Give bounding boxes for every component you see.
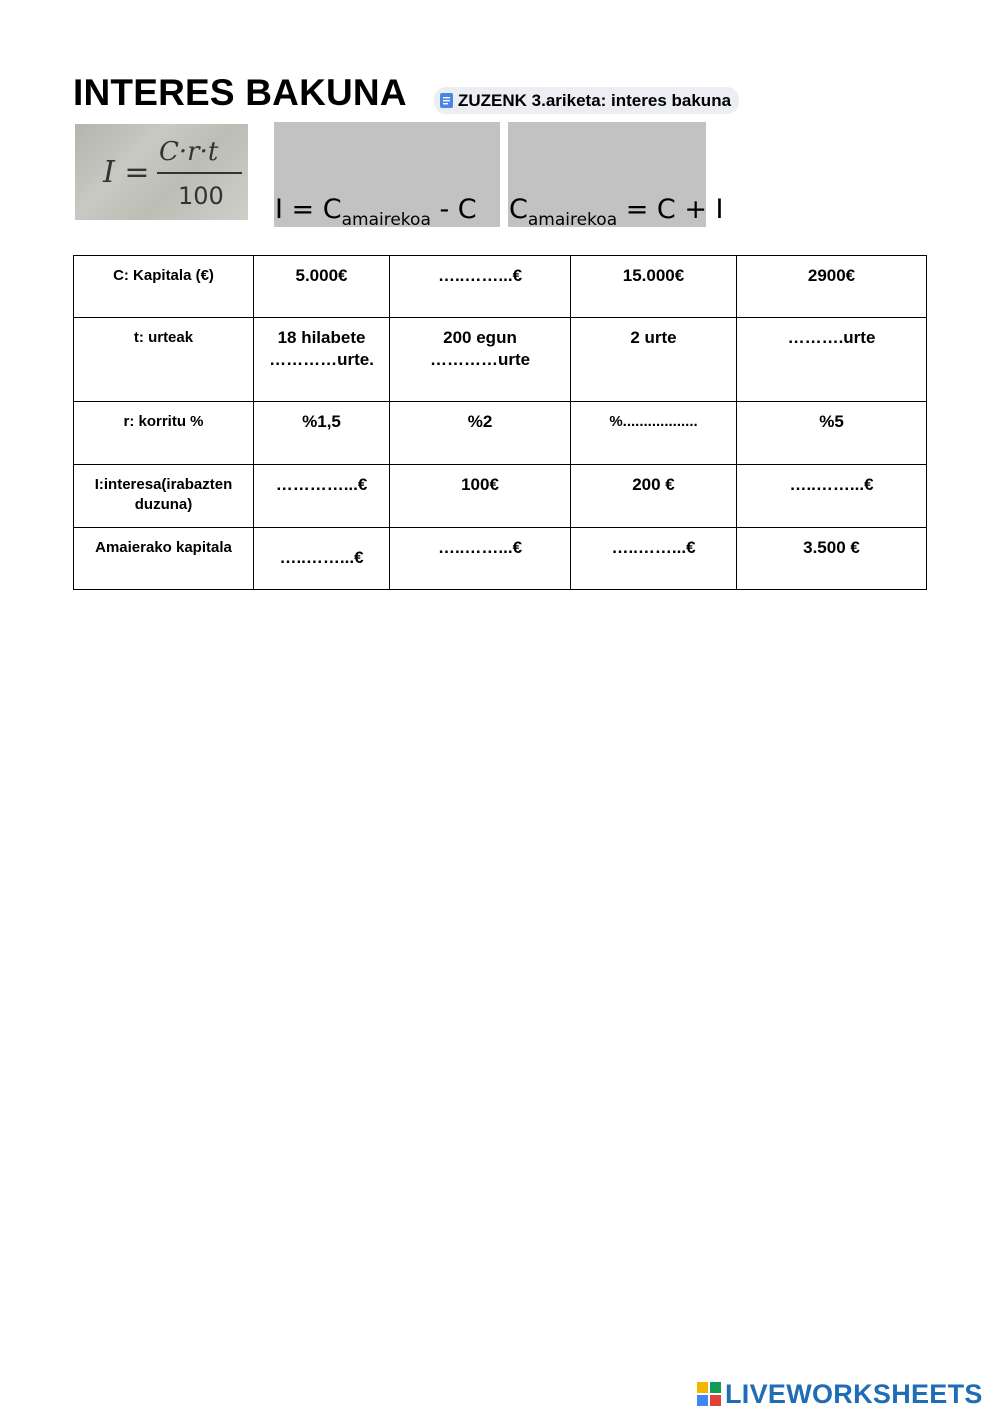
table-cell: 15.000€ — [571, 256, 737, 318]
formula-image — [75, 124, 248, 220]
liveworksheets-logo — [697, 1377, 983, 1411]
interest-table — [73, 255, 927, 590]
formula-box-interest — [274, 122, 500, 230]
answer-blank[interactable]: …………urte — [429, 350, 531, 369]
table-cell: %1,5 — [254, 402, 390, 465]
formula-numerator: C·r·t — [159, 137, 219, 167]
row-label: t: urteak — [74, 318, 254, 402]
answer-cell[interactable]: %.................. — [571, 402, 737, 465]
table-cell: 200 egun …………urte — [390, 318, 571, 402]
table-cell: 200 € — [571, 465, 737, 528]
table-cell: 5.000€ — [254, 256, 390, 318]
table-row-years — [74, 318, 927, 402]
table-cell: %2 — [390, 402, 571, 465]
table-row-capital — [74, 256, 927, 318]
answer-cell[interactable]: …..……...€ — [254, 528, 390, 590]
table-row-final-capital — [74, 528, 927, 590]
formula-denominator: 100 — [178, 182, 224, 210]
answer-cell[interactable]: …………...€ — [254, 465, 390, 528]
formula-final-capital: $C_{amairekoa} = C + I$ — [509, 194, 724, 230]
formula-lhs: I = — [103, 155, 150, 190]
row-label: I:interesa(irabazten duzuna) — [74, 465, 254, 528]
answer-link-chip[interactable] — [434, 87, 739, 114]
row-label: C: Kapitala (€) — [74, 256, 254, 318]
liveworksheets-mark-icon — [697, 1382, 721, 1406]
row-label: r: korritu % — [74, 402, 254, 465]
answer-cell[interactable]: …..……...€ — [390, 528, 571, 590]
page-title: INTERES BAKUNA — [73, 72, 407, 113]
answer-cell[interactable]: …..……...€ — [390, 256, 571, 318]
table-cell: 3.500 € — [737, 528, 927, 590]
table-cell: 100€ — [390, 465, 571, 528]
brand-name: LIVEWORKSHEETS — [725, 1378, 983, 1409]
table-row-interest — [74, 465, 927, 528]
row-label: Amaierako kapitala — [74, 528, 254, 590]
answer-cell[interactable]: ……….urte — [737, 318, 927, 402]
formula-interest: $I = C_{amairekoa} - C$ — [275, 194, 477, 230]
table-cell: 2 urte — [571, 318, 737, 402]
answer-cell[interactable]: …..……...€ — [737, 465, 927, 528]
answer-link-label: ZUZENK 3.ariketa: interes bakuna — [458, 90, 732, 110]
table-cell: 2900€ — [737, 256, 927, 318]
formula-box-final-capital — [508, 122, 724, 230]
table-cell: %5 — [737, 402, 927, 465]
document-icon — [440, 93, 453, 108]
answer-blank[interactable]: …………urte. — [269, 350, 374, 369]
answer-cell[interactable]: …..……...€ — [571, 528, 737, 590]
table-row-rate — [74, 402, 927, 465]
table-cell: 18 hilabete …………urte. — [254, 318, 390, 402]
